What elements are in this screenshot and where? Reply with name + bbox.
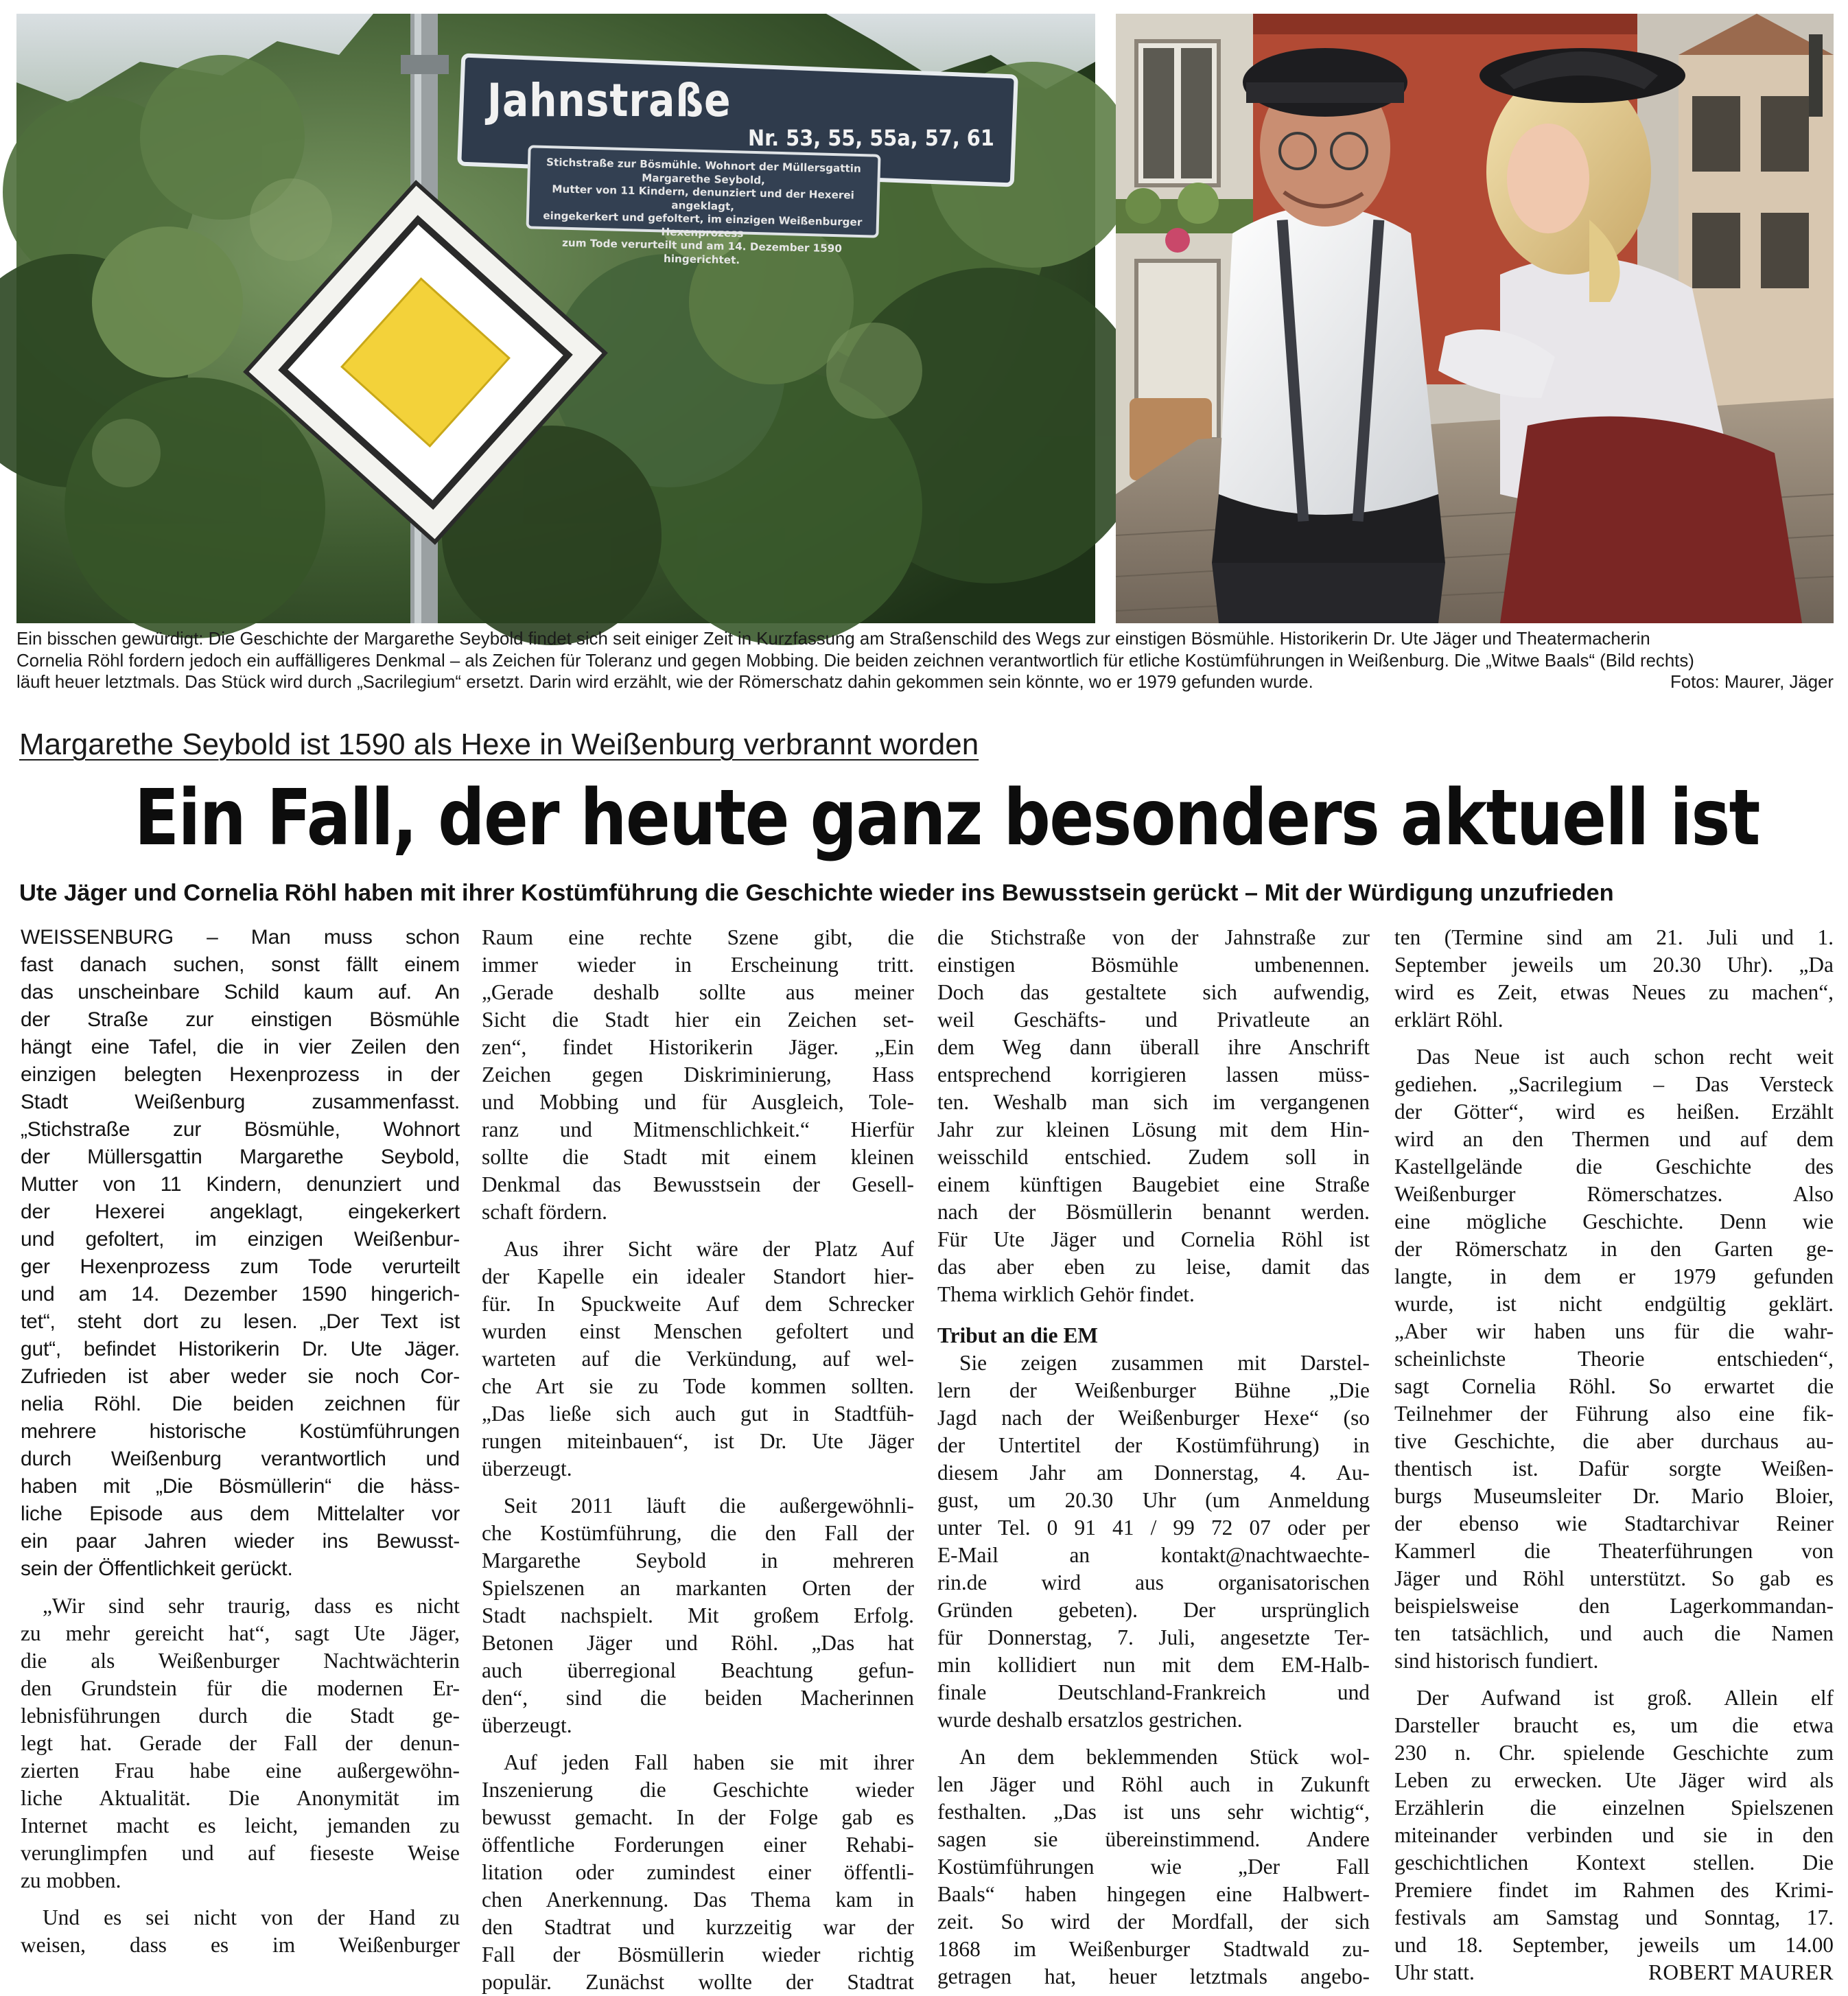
street-sign-name: Jahnstraße [487, 74, 732, 127]
article-line: Internet macht es leicht, jemanden zu [21, 1813, 460, 1837]
paragraph-gap [482, 1483, 914, 1492]
article-line: E-Mail an kontakt@nachtwaechte- [937, 1543, 1370, 1567]
article-line: „Gerade deshalb sollte aus meiner [482, 980, 914, 1004]
article-line: wird es Zeit, etwas Neues zu machen“, [1394, 980, 1834, 1004]
article-line: Leben zu erwecken. Ute Jäger wird als [1394, 1768, 1834, 1792]
article-line: Zufrieden ist aber weder sie noch Cor- [21, 1365, 460, 1388]
article-line: Betonen Jäger und Röhl. „Das hat [482, 1631, 914, 1655]
article-line: langte, in dem er 1979 gefunden [1394, 1264, 1834, 1288]
article-line: tive Geschichte, die aber durchaus au- [1394, 1429, 1834, 1453]
section-subheading: Tribut an die EM [937, 1323, 1099, 1347]
article-line: unter Tel. 0 91 41 / 99 72 07 oder per [937, 1516, 1370, 1540]
paragraph-gap [937, 1308, 1370, 1318]
paragraph-gap [1394, 1034, 1834, 1043]
article-line: Kostümführungen wie „Der Fall [937, 1855, 1370, 1879]
article-line: den Grundstein für die modernen Er- [21, 1676, 460, 1700]
article-line: und 18. September, jeweils um 14.00 [1394, 1933, 1834, 1957]
article-line: wurde deshalb ersatzlos gestrichen. [937, 1708, 1243, 1732]
article-line: „Stichstraße zur Bösmühle, Wohnort [21, 1118, 460, 1141]
article-line: das unscheinbare Schild kaum auf. An [21, 981, 460, 1003]
article-line: nach der Bösmüllerin benannt werden. [937, 1200, 1370, 1224]
article-line: Und es sei nicht von der Hand zu [43, 1905, 460, 1929]
kicker-headline: Margarethe Seybold ist 1590 als Hexe in Weißenburg verbrannt worden [19, 728, 979, 761]
article-line: Kammerl die Theaterführungen von [1394, 1539, 1834, 1563]
article-line: nelia Röhl. Die beiden zeichnen für [21, 1393, 460, 1415]
article-line: chen Anerkennung. Das Thema kam in [482, 1888, 914, 1912]
article-line: sein der Öffentlichkeit gerückt. [21, 1557, 293, 1580]
paragraph-gap [937, 1734, 1370, 1743]
article-line: ranz und Mitmenschlichkeit.“ Hierfür [482, 1117, 914, 1141]
article-line: Zeichen gegen Diskriminierung, Hass [482, 1063, 914, 1087]
article-line: gust, um 20.30 Uhr (um Anmeldung [937, 1488, 1370, 1512]
article-line: gut“, befindet Historikerin Dr. Ute Jäger. [21, 1338, 460, 1360]
article-line: 1868 im Weißenburger Stadtwald zu- [937, 1937, 1370, 1961]
article-line: einstigen Bösmühle umbenennen. [937, 953, 1370, 977]
article-line: sagen sie übereinstimmend. Andere [937, 1827, 1370, 1851]
caption-line: Ein bisschen gewürdigt: Die Geschichte der Margarethe Seybold findet sich seit einiger Zeit in Kurzfassung am Straßenschild des Wegs zur einstigen Bösmühle. Historikerin Dr. Ute Jäger und Theatermacherin [16, 629, 1650, 649]
article-line: die Stichstraße von der Jahnstraße zur [937, 925, 1370, 949]
article-line: „Das ließe sich auch gut in Stadtfüh- [482, 1402, 914, 1426]
article-line: weil Geschäfts- und Privatleute an [937, 1008, 1370, 1032]
paragraph-gap [21, 1583, 460, 1592]
article-line: Sicht die Stadt hier ein Zeichen set- [482, 1008, 914, 1032]
street-sign-numbers: Nr. 53, 55, 55a, 57, 61 [748, 125, 994, 151]
article-line: Mutter von 11 Kindern, denunziert und [21, 1173, 460, 1196]
article-line: Jahr zur kleinen Lösung mit dem Hin- [937, 1117, 1370, 1141]
article-line: diesem Jahr am Donnerstag, 4. Au- [937, 1461, 1370, 1485]
article-line: September jeweils um 20.30 Uhr). „Da [1394, 953, 1834, 977]
article-line: Stadt Weißenburg zusammenfasst. [21, 1091, 460, 1113]
article-column-3 [937, 924, 1370, 1991]
article-line: Spielszenen an markanten Orten der [482, 1576, 914, 1600]
article-line: das aber eben zu leise, damit das [937, 1255, 1370, 1279]
article-line: zierten Frau habe eine außergewöhn- [21, 1759, 460, 1783]
photo-costume-tour [1116, 14, 1834, 623]
article-line: rungen miteinbauen“, ist Dr. Ute Jäger [482, 1429, 914, 1453]
article-line: sollte die Stadt mit einem kleinen [482, 1145, 914, 1169]
sign-info-line: Stichstraße zur Bösmühle. Wohnort der Müllersgattin Margarethe Seybold, [546, 156, 861, 187]
article-line: liche Aktualität. Die Anonymität im [21, 1786, 460, 1810]
article-line: Kastellgelände die Geschichte des [1394, 1154, 1834, 1179]
sign-info-line: zum Tode verurteilt und am 14. Dezember 1590 hingerichtet. [561, 236, 843, 266]
article-line: Aus ihrer Sicht wäre der Platz Auf [504, 1237, 914, 1261]
article-line: legt hat. Gerade der Fall der denun- [21, 1731, 460, 1755]
article-line: und gefoltert, im einzigen Weißenbur- [21, 1228, 460, 1251]
article-line: der Straße zur einstigen Bösmühle [21, 1008, 460, 1031]
author-byline: ROBERT MAURER [1648, 1960, 1834, 1984]
article-line: immer wieder in Erscheinung tritt. [482, 953, 914, 977]
article-line: den“, sind die beiden Macherinnen [482, 1686, 914, 1710]
article-line: miteinander verbinden und sie in den [1394, 1823, 1834, 1847]
article-line: lern der Weißenburger Bühne „Die [937, 1378, 1370, 1402]
article-line: getragen hat, heuer letztmals angebo- [937, 1964, 1370, 1988]
article-line: ger Hexenprozess zum Tode verurteilt [21, 1255, 460, 1278]
article-line: geschichtlichen Kontext stellen. Die [1394, 1850, 1834, 1875]
photo-street-sign [16, 14, 1095, 623]
article-line: litation oder zumindest einer öffentli- [482, 1860, 914, 1884]
article-line: Uhr statt. [1394, 1960, 1475, 1984]
paragraph-gap [482, 1226, 914, 1235]
article-line: Sie zeigen zusammen mit Darstel- [959, 1351, 1370, 1375]
article-line: erklärt Röhl. [1394, 1008, 1504, 1032]
article-line: Seit 2011 läuft die außergewöhnli- [504, 1494, 914, 1518]
article-line: schaft fördern. [482, 1200, 608, 1224]
article-line: sagt Cornelia Röhl. So erwartet die [1394, 1374, 1834, 1398]
article-line: ten. Weshalb man sich im vergangenen [937, 1090, 1370, 1114]
caption-line: Cornelia Röhl fordern jedoch ein auffälligeres Denkmal – als Zeichen für Toleranz und gegen Mobbing. Die beiden zeichnen verantwortlich für etliche Kostümführungen in Weißenburg. Die „Witwe Baals“ (Bild rechts) [16, 651, 1694, 671]
article-line: min kollidiert nun mit dem EM-Halb- [937, 1653, 1370, 1677]
article-line: für Donnerstag, 7. Juli, angesetzte Ter- [937, 1625, 1370, 1649]
article-line: che Art sie zu Tode kommen sollten. [482, 1374, 914, 1398]
article-line: finale Deutschland-Frankreich und [937, 1680, 1370, 1704]
article-line: Das Neue ist auch schon recht weit [1416, 1045, 1834, 1069]
caption-line: läuft heuer letztmals. Das Stück wird durch „Sacrilegium“ ersetzt. Darin wird erzählt, wie der Römerschatz dahin gekommen sein könnte, wo er 1979 gefunden wurde. [16, 673, 1313, 692]
article-line: burgs Museumsleiter Dr. Mario Bloier, [1394, 1484, 1834, 1508]
article-line: Margarethe Seybold in mehreren [482, 1548, 914, 1573]
article-line: Doch das gestaltete sich aufwendig, [937, 980, 1370, 1004]
article-line: Baals“ haben hingegen eine Halbwert- [937, 1882, 1370, 1906]
article-line: zen“, findet Historikerin Jäger. „Ein [482, 1035, 914, 1059]
article-line: öffentliche Forderungen einer Rehabi- [482, 1833, 914, 1857]
article-line: liche Episode aus dem Mittelalter vor [21, 1502, 460, 1525]
sign-info-line: Mutter von 11 Kindern, denunziert und der Hexerei angeklagt, [552, 183, 855, 213]
article-line: weisen, dass es im Weißenburger [21, 1933, 460, 1957]
article-line: wurde, ist nicht endgültig geklärt. [1394, 1292, 1834, 1316]
article-line: che Kostümführung, die den Fall der [482, 1521, 914, 1545]
article-line: scheinlichste Theorie entschieden“, [1394, 1347, 1834, 1371]
article-line: mehrere historische Kostümführungen [21, 1420, 460, 1443]
article-line: fast danach suchen, sonst fällt einem [21, 953, 460, 976]
article-line: festhalten. „Das ist uns sehr wichtig“, [937, 1800, 1370, 1824]
article-line: zu mobben. [21, 1868, 121, 1892]
article-line: zeit. So wird der Mordfall, der sich [937, 1910, 1370, 1934]
article-line: wird an den Thermen und auf dem [1394, 1127, 1834, 1151]
article-line: der Götter“, wird es heißen. Erzählt [1394, 1100, 1834, 1124]
article-line: der Untertitel der Kostümführung) in [937, 1433, 1370, 1457]
article-column-4 [1394, 924, 1834, 1986]
article-line: hängt eine Tafel, die in vier Zeilen den [21, 1036, 460, 1058]
article-line: Der Aufwand ist groß. Allein elf [1416, 1686, 1834, 1710]
article-line: Weißenburger Römerschatzes. Also [1394, 1182, 1834, 1206]
article-line: für. In Spuckweite Auf dem Schrecker [482, 1292, 914, 1316]
article-line: Raum eine rechte Szene gibt, die [482, 925, 914, 949]
article-line: rin.de wird aus organisatorischen [937, 1570, 1370, 1594]
article-line: lebnisführungen durch die Stadt ge- [21, 1704, 460, 1728]
article-line: Premiere findet im Rahmen des Krimi- [1394, 1878, 1834, 1902]
article-column-1 [21, 924, 460, 1959]
article-line: An dem beklemmenden Stück wol- [959, 1745, 1370, 1769]
article-line: Gründen gebeten). Der ursprünglich [937, 1598, 1370, 1622]
article-line: und am 14. Dezember 1590 hingerich- [21, 1283, 460, 1305]
article-line: einem künftigen Baugebiet eine Straße [937, 1172, 1370, 1196]
street-sign-info [537, 156, 868, 270]
paragraph-gap [1394, 1675, 1834, 1684]
article-line: sind historisch fundiert. [1394, 1649, 1599, 1673]
article-line: Teilnehmer der Führung also eine fik- [1394, 1402, 1834, 1426]
subheadline: Ute Jäger und Cornelia Röhl haben mit ihrer Kostümführung die Geschichte wieder ins Bewusstsein gerückt – Mit der Würdigung unzufrieden [19, 880, 1614, 906]
article-line: den Stadtrat und kurzzeitig war der [482, 1915, 914, 1939]
article-line: ten (Termine sind am 21. Juli und 1. [1394, 925, 1834, 949]
article-line: „Aber wir haben uns für die wahr- [1394, 1319, 1834, 1343]
article-line: der Römerschatz in den Garten ge- [1394, 1237, 1834, 1261]
article-line: weisschild entschied. Zudem soll in [937, 1145, 1370, 1169]
article-line: len Jäger und Röhl auch in Zukunft [937, 1772, 1370, 1796]
article-line: bewusst gemacht. In der Folge gab es [482, 1805, 914, 1829]
article-line: überzeugt. [482, 1713, 572, 1737]
article-line: WEISSENBURG – Man muss schon [21, 926, 460, 949]
article-line: zu mehr gereicht hat“, sagt Ute Jäger, [21, 1621, 460, 1645]
article-line: Jäger und Röhl unterstützt. So gab es [1394, 1566, 1834, 1590]
photo-credit: Fotos: Maurer, Jäger [1670, 673, 1834, 692]
article-line: Thema wirklich Gehör findet. [937, 1282, 1195, 1306]
paragraph-gap [482, 1739, 914, 1749]
sign-info-line: eingekerkert und gefoltert, im einzigen Weißenburger Hexenprozess [543, 209, 863, 240]
article-line: überzeugt. [482, 1457, 572, 1481]
article-line: Erzählerin die einzelnen Spielszenen [1394, 1796, 1834, 1820]
article-line: warteten auf die Verkündung, auf wel- [482, 1347, 914, 1371]
article-line: haben mit „Die Bösmüllerin“ die häss- [21, 1475, 460, 1498]
article-line: der ebenso wie Stadtarchivar Reiner [1394, 1511, 1834, 1535]
article-line: Auf jeden Fall haben sie mit ihrer [504, 1750, 914, 1774]
photo-caption [16, 629, 1834, 694]
article-line: populär. Zunächst wollte der Stadtrat [482, 1970, 914, 1994]
article-line: eine mögliche Geschichte. Denn wie [1394, 1209, 1834, 1233]
article-line: beispielsweise den Lagerkommandan- [1394, 1594, 1834, 1618]
article-line: verunglimpfen und auf fieseste Weise [21, 1841, 460, 1865]
article-line: der Hexerei angeklagt, eingekerkert [21, 1200, 460, 1223]
article-line: 230 n. Chr. spielende Geschichte zum [1394, 1741, 1834, 1765]
article-line: gediehen. „Sacrilegium – Das Versteck [1394, 1072, 1834, 1096]
paragraph-gap [21, 1894, 460, 1904]
article-line: durch Weißenburg verantwortlich und [21, 1448, 460, 1470]
article-line: Stadt nachspielt. Mit großem Erfolg. [482, 1603, 914, 1627]
article-line: dem Weg dann überall ihre Anschrift [937, 1035, 1370, 1059]
article-line: festivals am Samstag und Sonntag, 17. [1394, 1905, 1834, 1929]
article-line: entsprechend korrigieren lassen müss- [937, 1063, 1370, 1087]
page-title: Ein Fall, der heute ganz besonders aktuell ist [134, 774, 1759, 863]
article-line: ten tatsächlich, und auch die Namen [1394, 1621, 1834, 1645]
article-line: Jagd nach der Weißenburger Hexe“ (so [937, 1406, 1370, 1430]
article-line: Für Ute Jäger und Cornelia Röhl ist [937, 1227, 1370, 1251]
article-line: einzigen belegten Hexenprozess in der [21, 1063, 460, 1086]
article-line: Darsteller braucht es, um die etwa [1394, 1713, 1834, 1737]
article-line: und Mobbing und für Ausgleich, Tole- [482, 1090, 914, 1114]
article-line: die als Weißenburger Nachtwächterin [21, 1649, 460, 1673]
article-line: wurden einst Menschen gefoltert und [482, 1319, 914, 1343]
article-line: Inszenierung die Geschichte wieder [482, 1778, 914, 1802]
article-line: ein paar Jahren wieder ins Bewusst- [21, 1530, 460, 1553]
article-line: der Kapelle ein idealer Standort hier- [482, 1264, 914, 1288]
article-line: Denkmal das Bewusstsein der Gesell- [482, 1172, 914, 1196]
article-line: auch überregional Beachtung gefun- [482, 1658, 914, 1682]
article-column-2 [482, 924, 914, 1996]
article-line: „Wir sind sehr traurig, dass es nicht [43, 1594, 460, 1618]
article-line: Fall der Bösmüllerin wieder richtig [482, 1942, 914, 1966]
article-line: der Müllersgattin Margarethe Seybold, [21, 1146, 460, 1168]
article-line: thentisch ist. Dafür sorgte Weißen- [1394, 1457, 1834, 1481]
article-line: tet“, steht dort zu lesen. „Der Text ist [21, 1310, 460, 1333]
